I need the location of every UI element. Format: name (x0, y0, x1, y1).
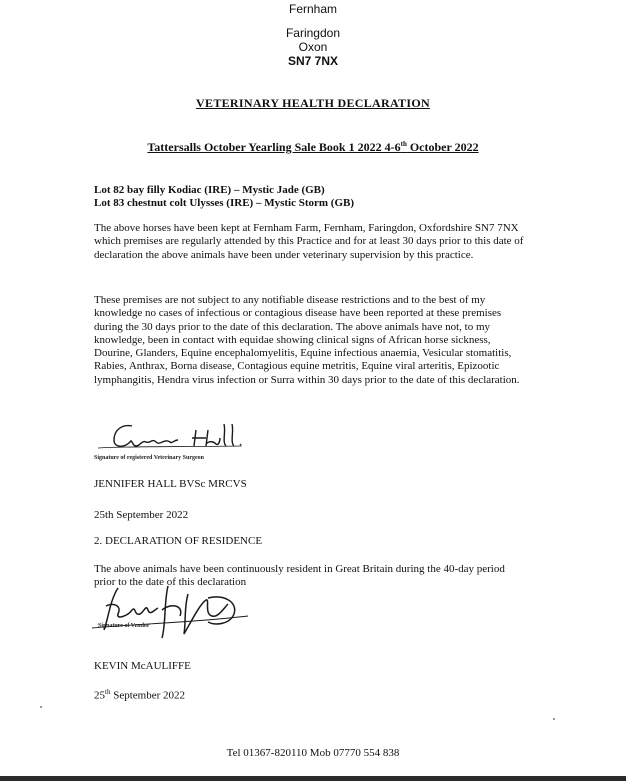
vendor-date: 25th September 2022 (94, 688, 185, 702)
contact-footer: Tel 01367-820110 Mob 07770 554 838 (226, 747, 400, 759)
residence-heading: 2. DECLARATION OF RESIDENCE (94, 535, 263, 547)
address-cut-line: Fernham (288, 2, 338, 16)
address-town: Faringdon (285, 26, 341, 40)
vet-signature-image (92, 416, 282, 456)
scan-speck (40, 706, 42, 708)
document-title: VETERINARY HEALTH DECLARATION (196, 96, 430, 110)
vendor-signature-caption: Signature of Vendor (98, 623, 150, 629)
premises-paragraph: The above horses have been kept at Fernham Farm, Fernham, Faringdon, Oxfordshire SN7 7NX which premises are regularly attended by this Practice and for at least 30 days prior to this date of declaration the above animals have been under veterinary supervision by this practice. (94, 222, 524, 261)
vet-date: 25th September 2022 (94, 509, 189, 521)
scan-edge (0, 776, 626, 781)
address-postcode: SN7 7NX (287, 54, 339, 68)
disease-paragraph: These premises are not subject to any notifiable disease restrictions and to the best of my knowledge no cases of infectious or contagious disease have been reported at these premises during the 30 days prior to the date of this declaration. The above animals have not, to my knowledge, been in contact with equidae showing clinical signs of African horse sickness, Dourine, Glanders, Equine encephalomyelitis, Equine infectious anaemia, Vesicular stomatitis, Rabies, Anthrax, Borna disease, Contagious equine metritis, Equine viral arteritis, Epizootic lymphangitis, Hendra virus infection or Surra within 30 days prior to the date of this declaration. (94, 294, 520, 386)
vet-name: JENNIFER HALL BVSc MRCVS (94, 478, 247, 490)
address-county: Oxon (298, 40, 328, 54)
sale-title: Tattersalls October Yearling Sale Book 1 2022 4-6th October 2022 (147, 140, 479, 154)
vendor-signature-image (88, 580, 258, 645)
lot-82-line: Lot 82 bay filly Kodiac (IRE) – Mystic Jade (GB) (94, 184, 325, 196)
scan-speck (553, 718, 555, 720)
vendor-name: KEVIN McAULIFFE (94, 660, 191, 672)
residence-paragraph: The above animals have been continuously resident in Great Britain during the 40-day period prior to the date of this declaration (94, 563, 505, 589)
lot-83-line: Lot 83 chestnut colt Ulysses (IRE) – Mystic Storm (GB) (94, 197, 354, 209)
vet-signature-caption: Signature of registered Veterinary Surgeon (94, 455, 204, 461)
